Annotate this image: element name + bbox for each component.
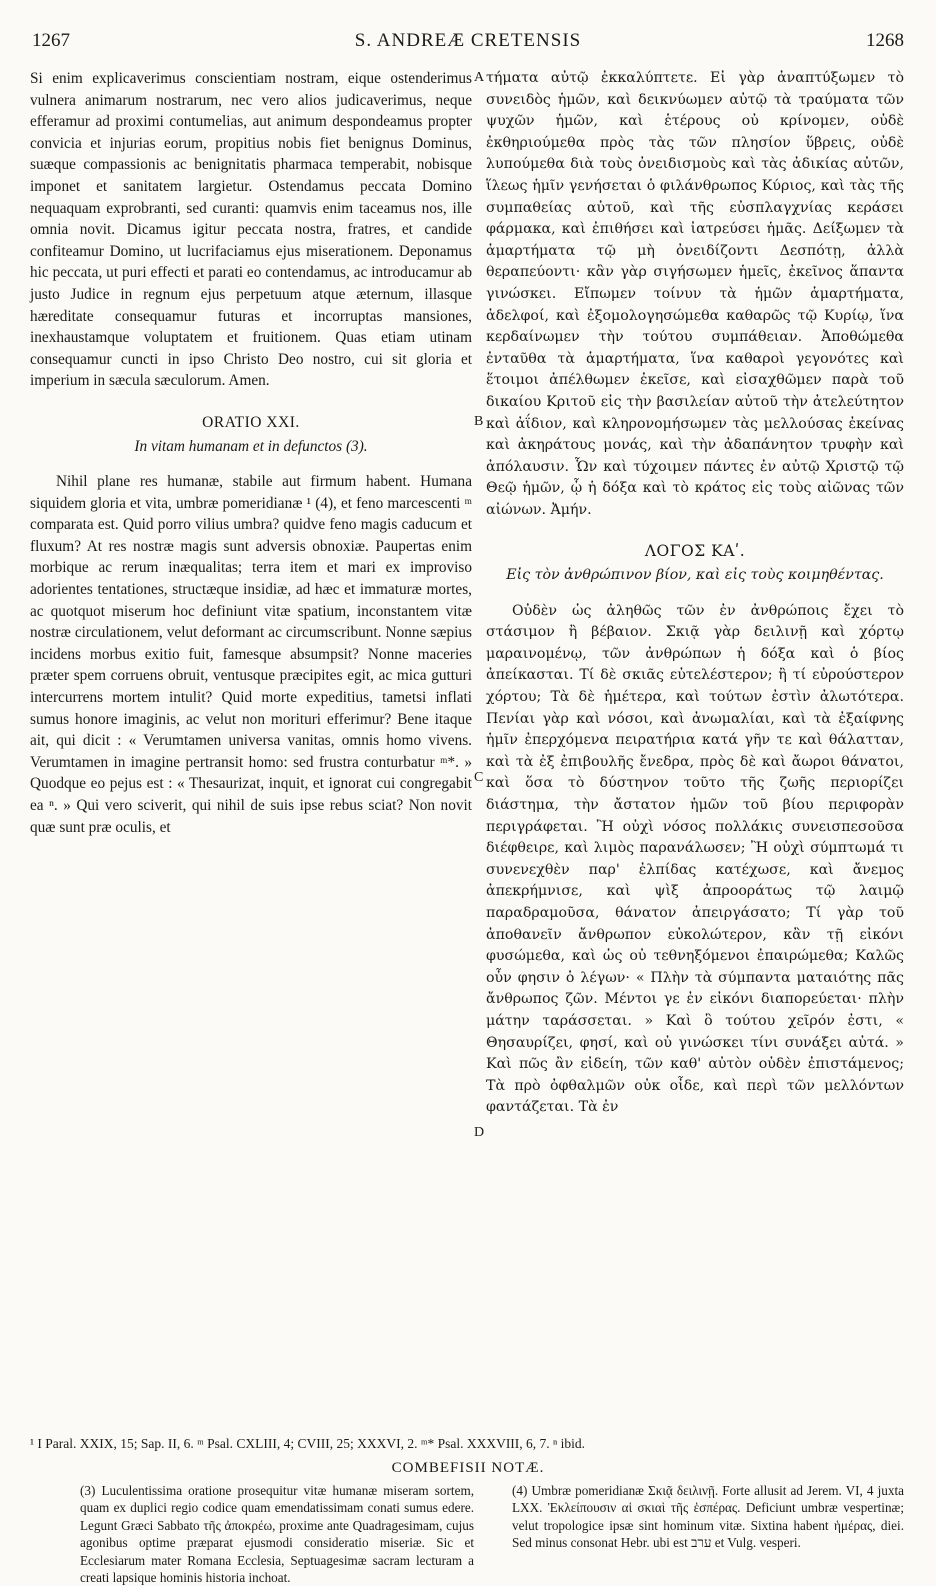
margin-letter-d: D: [474, 1125, 485, 1140]
margin-letter-c: C: [474, 770, 484, 785]
page-number-right: 1268: [866, 30, 904, 51]
latin-oration-heading: ORATIO XXI.: [202, 413, 300, 431]
latin-paragraph-1: Si enim explicaverimus conscientiam nostram, eique ostenderimus vulnera animarum nostrarum, nec vero alios judicaverimus, neque efferamur ad proximi contumelias, aut animum despondeamus propter convicia et injurias eorum, propitius nobis fiet benignus Dominus, suæque compassionis ac benignitatis pharmaca temperabit, nobisque imponet et sanitatem largietur. Ostendamus peccata Domino nequaquam exprobranti, sed curanti: quamvis enim taceamus nos, ille omnia novit. Dicamus igitur peccata nostra, fratres, et candide confiteamur Domino, ut lucrifaciamus ejus miserationem. Deponamus hic peccata, ut puri effecti et parati eo contendamus, ac introducamur ab justo Judice in regnum ejus perpetuum atque æternum, illasque hæreditate consequamur futuras et incorruptas mansiones, inexhaustamque voluptatem et fruitionem. Quas etiam utinam consequamur cuncti in ipso Christo Deo nostro, cui sit gloria et imperium in sæcula sæculorum. Amen.: [30, 70, 472, 390]
latin-oration-subtitle: In vitam humanam et in defunctos (3).: [134, 437, 368, 455]
scripture-references: ¹ I Paral. XXIX, 15; Sap. II, 6. ᵐ Psal. CXLIII, 4; CVIII, 25; XXXVI, 2. ᵐ* Psal. XXXVIII, 6, 7. ⁿ ibid.: [30, 1436, 586, 1451]
greek-oration-subtitle: Εἰς τὸν ἀνθρώπινον βίον, καὶ εἰς τοὺς κοιμηθέντας.: [506, 567, 884, 584]
latin-paragraph-2: Nihil plane res humanæ, stabile aut firmum habent. Humana siquidem gloria et vita, umbræ pomeridianæ ¹ (4), et feno marcescenti ᵐ comparata est. Quid porro vilius umbra? quidve feno magis caducum et fluxum? At res nostræ magis sunt adversis obnoxiæ. Paupertas enim morbique ac rerum inæqualitas; terra item et mari ex improviso adorientes tentationes, structæque insidiæ, ad hæc et immaturæ mortes, ac quotquot miserum hoc definiunt vitæ spatium, inconstantem vitæ nostræ circulationem, velut deformant ac circumscribunt. Nonne sæpius incidens morbus exitio fuit, famesque absumpsit? Nonne maceries præter spem corruens obruit, ventusque præcipites egit, ac mica gutturi intercurrens mortem intulit? Quid morte expeditius, tametsi inflati sumus honore imaginis, ac velut non morituri efferimur? Bene itaque ait, qui dicit : « Verumtamen universa vanitas, omnis homo vivens. Verumtamen in imagine pertransit homo: sed frustra conturbatur ᵐ*. » Quodque eo pejus est : « Thesaurizat, inquit, et ignorat cui congregabit ea ⁿ. » Qui vero sciverit, qui nihil de suis ipse rebus sciat? Non novit quæ sunt præ oculis, et: [30, 473, 472, 836]
greek-column: [486, 68, 904, 1119]
page-header: [32, 30, 904, 60]
margin-letter-b: B: [474, 414, 484, 429]
greek-paragraph-1: τήματα αὐτῷ ἐκκαλύπτετε. Εἰ γὰρ ἀναπτύξωμεν τὸ συνειδὸς ἡμῶν, καὶ δεικνύωμεν αὐτῷ τὰ τραύματα τῶν ψυχῶν ἡμῶν, καὶ ἑτέρους οὐ κρίνομεν, οὐδὲ ἐκθηριούμεθα πρὸς τὰς τῶν πλησίον ὕβρεις, οὐδὲ λυπούμεθα διὰ τοὺς ὀνειδισμοὺς καὶ τὰς ἀδικίας αὐτῶν, ἵλεως ἡμῖν γενήσεται ὁ φιλάνθρωπος Κύριος, καὶ τὰς τῆς συμπαθείας αὐτοῦ, καὶ τῆς εὐσπλαγχνίας κεράσει φάρμακα, καὶ ἐπιθήσει καὶ ἰατρεύσει ἡμᾶς. Δείξωμεν τὰ ἁμαρτήματα τῷ μὴ ὀνειδίζοντι Δεσπότῃ, ἀλλὰ θεραπεύοντι· κἂν γὰρ σιγήσωμεν ἡμεῖς, ἐκεῖνος ἅπαντα γινώσκει. Εἴπωμεν τοίνυν τὰ ἡμῶν ἁμαρτήματα, ἀδελφοί, καὶ ἐξομολογησώμεθα καθαρῶς τῷ Κυρίῳ, ἵνα κερδαίνωμεν τὴν τούτου συμπάθειαν. Ἀποθώμεθα ἐνταῦθα τὰ ἁμαρτήματα, ἵνα καθαροὶ γεγονότες καὶ ἕτοιμοι ἀπέλθωμεν ἐκεῖσε, καὶ εἰσαχθῶμεν παρὰ τοῦ δικαίου Κριτοῦ εἰς τὴν βασιλείαν αὐτοῦ τὴν ἀτελεύτητον καὶ ἀΐδιον, καὶ κληρονομήσωμεν τὰς μελλούσας ἐκείνας καὶ ἀκηράτους μονάς, καὶ τὴν ἀδαπάνητον τρυφὴν καὶ ἀπόλαυσιν. Ὧν καὶ τύχοιμεν πάντες ἐν αὐτῷ Χριστῷ τῷ Θεῷ ἡμῶν, ᾧ ἡ δόξα καὶ τὸ κράτος εἰς τοὺς αἰῶνας τῶν αἰώνων. Ἀμήν.: [486, 70, 904, 518]
running-title: S. ANDREÆ CRETENSIS: [354, 30, 582, 51]
note-4: (4) Umbræ pomeridianæ Σκιᾷ δειλινῇ. Forte allusit ad Jerem. VI, 4 juxta LXX. Ἐκλείπουσιν αἱ σκιαὶ τῆς ἑσπέρας. Deficiunt umbræ vespertinæ; velut tropologice ipsæ sint hominum vitæ. Sixtina habent ἡμέρας, diei. Sed minus consonat Hebr. ubi est ערב et Vulg. vesperi.: [512, 1483, 904, 1551]
page-number-left: 1267: [32, 30, 70, 51]
margin-letter-a: A: [474, 70, 485, 85]
greek-paragraph-2: Οὐδὲν ὡς ἀληθῶς τῶν ἐν ἀνθρώποις ἔχει τὸ στάσιμον ἢ βέβαιον. Σκιᾷ γὰρ δειλινῇ καὶ χόρτῳ μαραινομένῳ, τῶν ἀνθρώπων ἡ δόξα καὶ ὁ βίος ἀπείκασται. Τί δὲ σκιᾶς εὐτελέστερον; ἢ τί εὐρούστερον χόρτου; Τὰ δὲ ἡμέτερα, καὶ τούτων ἐστὶν ἀλωτότερα. Πενίαι γὰρ καὶ νόσοι, καὶ ἀνωμαλίαι, καὶ τὰ ἐξαίφνης ἡμῖν ἐπερχόμενα πειρατήρια κατά γῆν τε καὶ θάλατταν, καὶ τὰ ἐξ ἐπιβουλῆς ἔνεδρα, πρὸς δὲ καὶ ἄωροι θάνατοι, καὶ ὅσα τὸ δύστηνον τοῦτο τῆς ζωῆς περιορίζει διάστημα, τὴν ἄστατον ἡμῶν τοῦ βίου περιφορὰν περιγράφεται. Ἢ οὐχὶ νόσος πολλάκις συνεισπεσοῦσα διέφθειρε, καὶ λιμὸς παρανάλωσεν; Ἢ οὐχὶ σύμπτωμά τι συνενεχθὲν παρ' ἐλπίδας κατέχωσε, καὶ ἄνεμος ἀπεκρήμνισε, καὶ ψὶξ ἀπροοράτως τῷ λαιμῷ παραδραμοῦσα, θάνατον ἀπειργάσατο; Τί γὰρ τοῦ ἀποθανεῖν ἄνθρωπον εὐκολώτερον, κἂν τῇ εἰκόνι φυσώμεθα, καὶ ὡς οὐ τεθνηξόμενοι ἐπαιρώμεθα; Καλῶς οὖν φησιν ὁ λέγων· « Πλὴν τὰ σύμπαντα ματαιότης πᾶς ἄνθρωπος ζῶν. Μέντοι γε ἐν εἰκόνι διαπορεύεται· πλὴν μάτην ταράσσεται. » Καὶ ὃ τούτου χεῖρόν ἐστι, « Θησαυρίζει, φησί, καὶ οὐ γινώσκει τίνι συνάξει αὐτά. » Καὶ πῶς ἂν εἰδείη, τῶν καθ' αὐτὸν οὐδὲν ἐπιστάμενος; Τὰ πρὸ ὀφθαλμῶν οὐκ οἶδε, καὶ περὶ τῶν μελλόντων φαντάζεται. Τὰ ἐν: [486, 602, 904, 1116]
latin-column: [30, 68, 472, 838]
note-3: (3) Luculentissima oratione prosequitur vitæ humanæ miseram sortem, quam ex duplici regio codice quam emendatissimam conati sumus edere. Legunt Græci Sabbato τῆς ἀποκρέω, proxime ante Quadragesimam, cujus agonibus optime præparat ejusmodi consideratio miseriæ. Sic et Ecclesiarum mater Romana Ecclesia, Septuagesimæ sacram lecturam a creati lapsique hominis historia inchoat.: [80, 1483, 474, 1586]
notes-title: COMBEFISII NOTÆ.: [391, 1460, 545, 1476]
greek-oration-heading: ΛΟΓΟΣ ΚΑʹ.: [644, 542, 746, 561]
